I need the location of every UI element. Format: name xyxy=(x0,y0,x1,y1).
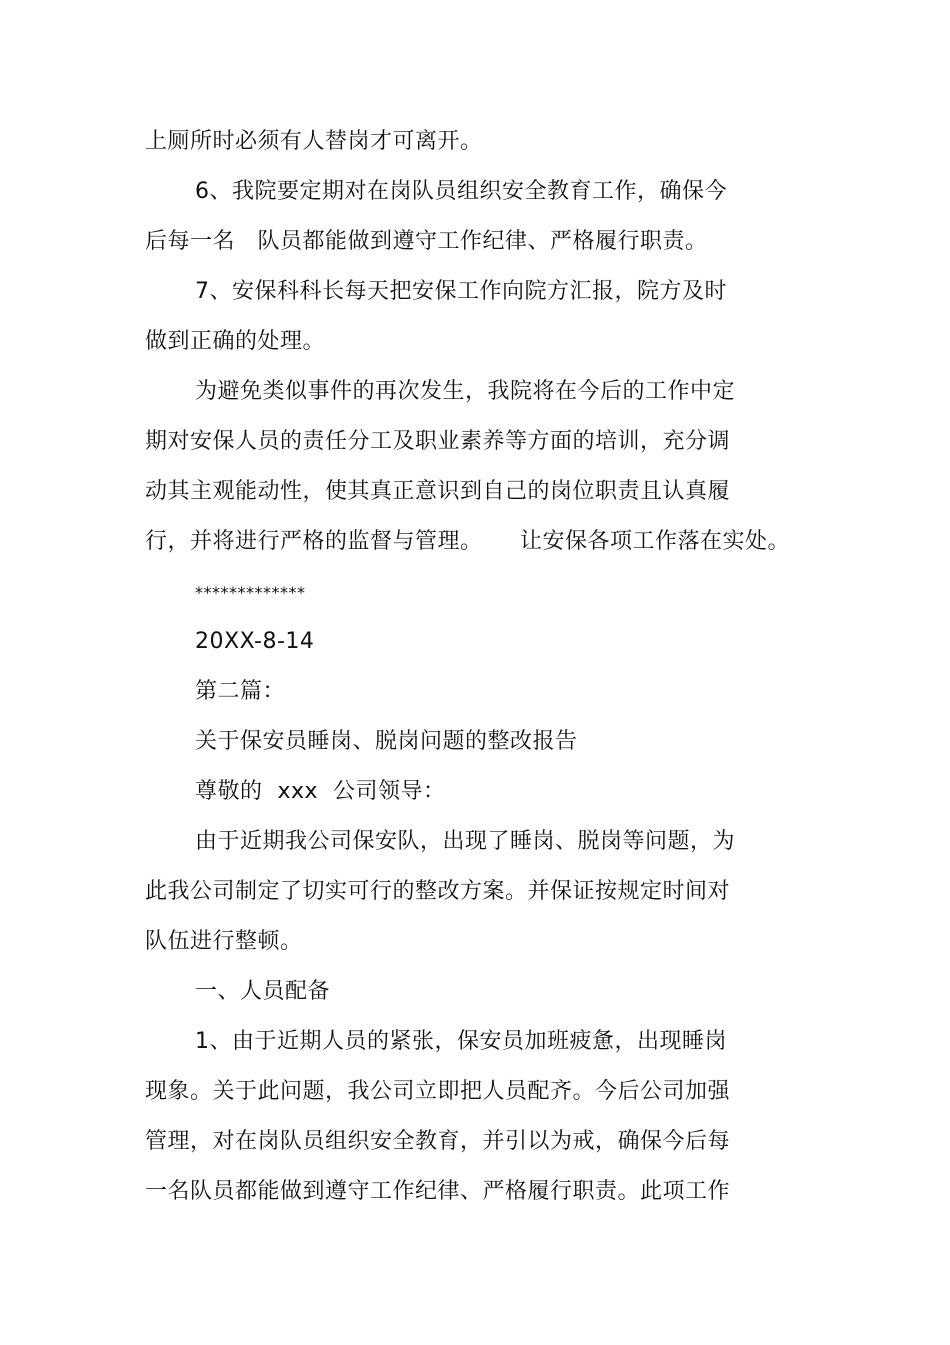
paragraph-line: 上厕所时必须有人替岗才可离开。 xyxy=(145,129,483,154)
paragraph-line: 1、由于近期人员的紧张，保安员加班疲惫，出现睡岗 xyxy=(195,1029,727,1054)
paragraph-line: 期对安保人员的责任分工及职业素养等方面的培训，充分调 xyxy=(145,429,731,454)
document-date: 20XX-8-14 xyxy=(195,629,315,654)
paragraph-line: 后每一名 队员都能做到遵守工作纪律、严格履行职责。 xyxy=(145,229,708,254)
paragraph-line: 动其主观能动性，使其真正意识到自己的岗位职责且认真履 xyxy=(145,479,731,504)
paragraph-line: 为避免类似事件的再次发生，我院将在今后的工作中定 xyxy=(195,379,736,404)
paragraph-line: 6、我院要定期对在岗队员组织安全教育工作，确保今 xyxy=(195,179,727,204)
paragraph-line: 现象。关于此问题，我公司立即把人员配齐。今后公司加强 xyxy=(145,1079,731,1104)
signature-placeholder: ************* xyxy=(195,583,306,602)
paragraph-line: 队伍进行整顿。 xyxy=(145,929,303,954)
paragraph-line: 做到正确的处理。 xyxy=(145,329,326,354)
paragraph-line: 由于近期我公司保安队，出现了睡岗、脱岗等问题，为 xyxy=(195,829,736,854)
section-heading: 一、人员配备 xyxy=(195,979,331,1004)
section-label: 第二篇： xyxy=(195,679,286,704)
paragraph-line: 此我公司制定了切实可行的整改方案。并保证按规定时间对 xyxy=(145,879,731,904)
paragraph-line: 行，并将进行严格的监督与管理。 让安保各项工作落在实处。 xyxy=(145,529,790,554)
report-title: 关于保安员睡岗、脱岗问题的整改报告 xyxy=(195,729,578,754)
salutation: 尊敬的 xxx 公司领导： xyxy=(195,779,446,804)
paragraph-line: 一名队员都能做到遵守工作纪律、严格履行职责。此项工作 xyxy=(145,1179,731,1204)
paragraph-line: 管理，对在岗队员组织安全教育，并引以为戒，确保今后每 xyxy=(145,1129,731,1154)
paragraph-line: 7、安保科科长每天把安保工作向院方汇报，院方及时 xyxy=(195,279,727,304)
